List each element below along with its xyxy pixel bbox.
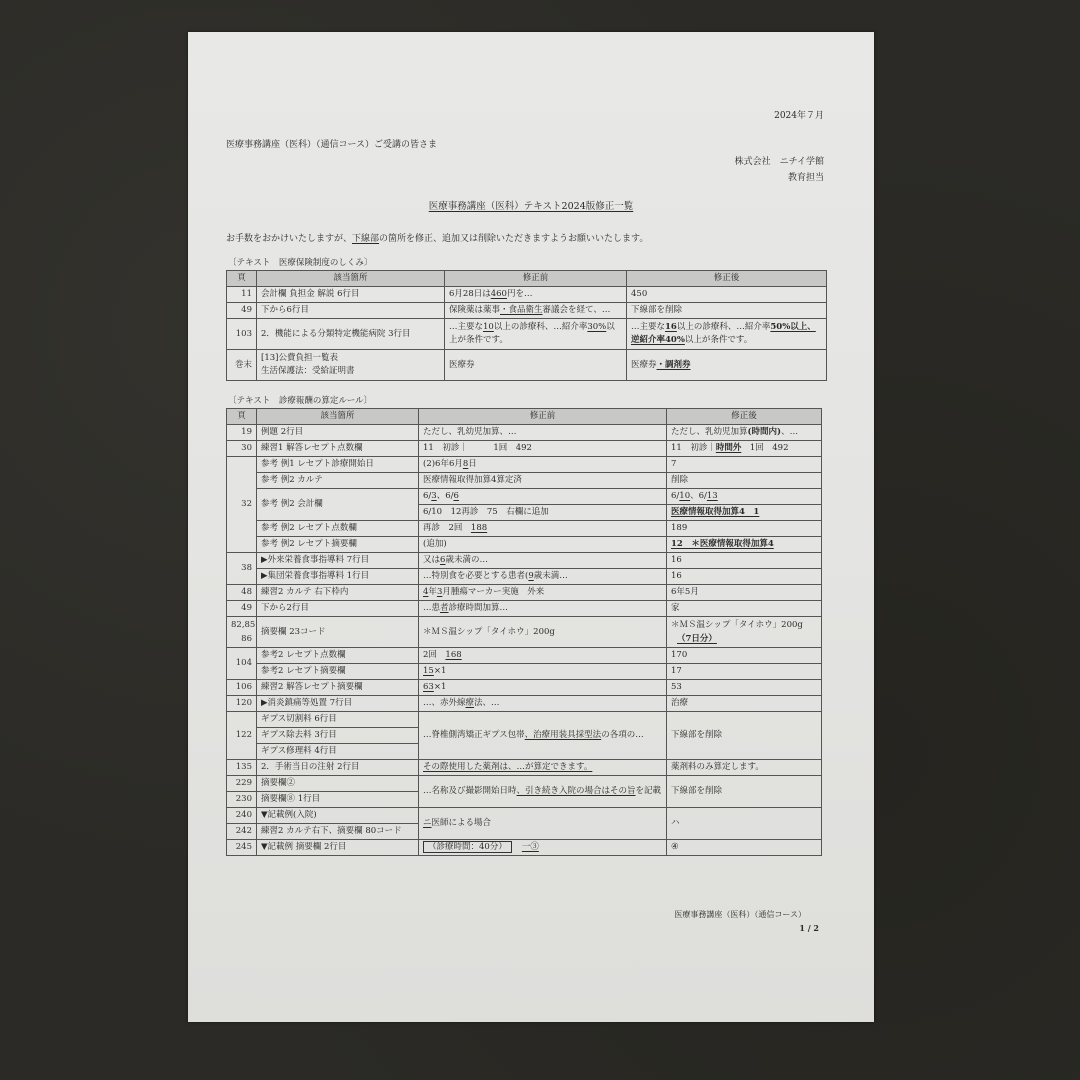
- table-row: 参考 例2 会計欄 6/3、6/6 6/10、6/13: [227, 489, 822, 505]
- table-row: 229 摘要欄② …名称及び撮影開始日時、引き続き入院の場合はその旨を記載 下線部を削除: [227, 776, 822, 792]
- table-row: 参考 例2 レセプト点数欄 再診 2回 188 189: [227, 521, 822, 537]
- table-row: 120 ▶消炎鎮痛等処置 7行目 …、赤外線療法、… 治療: [227, 696, 822, 712]
- table-row: 103 2．機能による分類特定機能病院 3行目 …主要な10以上の診療科、…紹介率30%以上が条件です。 …主要な16以上の診療科、…紹介率50%以上、逆紹介率40%以上が条件です。: [227, 319, 827, 350]
- corrections-table-fee-rules: [226, 408, 822, 856]
- table-row: ギプス除去料 3行目: [227, 728, 822, 744]
- table-header-row: 頁 該当箇所 修正前 修正後: [227, 409, 822, 425]
- company-name: 株式会社 ニチイ学館: [734, 157, 824, 167]
- table-row: 参考 例2 カルテ 医療情報取得加算4算定済 削除: [227, 473, 822, 489]
- table-row: 巻末 [13]公費負担一覧表 生活保護法：受給証明書 医療券 医療券・調剤券: [227, 350, 827, 381]
- table-row: 245 ▼記載例 摘要欄 2行目 （診療時間：40分） 一③ ④: [227, 840, 822, 856]
- corrections-table-insurance: [226, 270, 827, 381]
- table-row: 49 下から2行目 …患者診療時間加算… 家: [227, 601, 822, 617]
- addressee: 医療事務講座（医科）（通信コース）ご受講の皆さま: [226, 140, 438, 150]
- document-title: 医療事務講座（医科）テキスト2024版修正一覧: [428, 201, 634, 212]
- table-row: 11 会計欄 負担金 解説 6行目 6月28日は460円を… 450: [227, 287, 827, 303]
- col-page: 頁: [227, 271, 257, 287]
- table-row: 参考 例2 レセプト摘要欄 (追加) 12 ＊医療情報取得加算4: [227, 537, 822, 553]
- table2-label: 〔テキスト 診療報酬の算定ルール〕: [228, 396, 373, 406]
- table-row: 106 練習2 解答レセプト摘要欄 63×1 53: [227, 680, 822, 696]
- table-row: 48 練習2 カルテ 右下枠内 4年3月腫瘍マーカー実施 外来 6年5月: [227, 585, 822, 601]
- col-location: 該当箇所: [257, 271, 445, 287]
- table-row: 30 練習1 解答レセプト点数欄 11 初診｜ 1回 492 11 初診｜時間外 1回 492: [227, 441, 822, 457]
- table-row: ギプス修理料 4行目: [227, 744, 822, 760]
- table-row: 19 例題 2行目 ただし、乳幼児加算、… ただし、乳幼児加算(時間内)、…: [227, 425, 822, 441]
- table-row: 104 参考2 レセプト点数欄 2回 168 170: [227, 648, 822, 664]
- table1-label: 〔テキスト 医療保険制度のしくみ〕: [228, 258, 373, 268]
- table-row: 参考2 レセプト摘要欄 15×1 17: [227, 664, 822, 680]
- document-date: 2024年７月: [774, 111, 824, 121]
- table-row: 135 2．手術当日の注射 2行目 その際使用した薬剤は、…が算定できます。 薬剤料のみ算定します。: [227, 760, 822, 776]
- table-row: ▶集団栄養食事指導料 1行目 …特別食を必要とする患者(9歳未満… 16: [227, 569, 822, 585]
- department: 教育担当: [787, 173, 824, 183]
- table-row: 38 ▶外来栄養食事指導料 7行目 又は6歳未満の… 16: [227, 553, 822, 569]
- table-row: 82,85 86 摘要欄 23コード ＊ＭＳ温シップ「タイホウ」200g ＊ＭＳ温シップ「タイホウ」200g （7日分）: [227, 617, 822, 648]
- document-page: [188, 32, 874, 1022]
- table-row: 49 下から6行目 保険薬は薬事・食品衛生審議会を経て、… 下線部を削除: [227, 303, 827, 319]
- table-row: 6/10 12再診 75 右欄に追加 医療情報取得加算4 1: [227, 505, 822, 521]
- table-row: 240 ▼記載例(入院) ニ医師による場合 ハ: [227, 808, 822, 824]
- table-row: 122 ギプス切割料 6行目 …脊椎側湾矯正ギプス包帯、治療用装具採型法の各項の… 下線部を削除: [227, 712, 822, 728]
- col-before: 修正前: [445, 271, 627, 287]
- page-number: 1 / 2: [799, 923, 819, 933]
- table-header-row: [227, 271, 827, 287]
- intro-text: お手数をおかけいたしますが、下線部の箇所を修正、追加又は削除いただきますようお願いいたします。: [226, 234, 649, 244]
- table-row: 32 参考 例1 レセプト診療開始日 (2)6年6月8日 7: [227, 457, 822, 473]
- table-row: 230 摘要欄⑧ 1行目: [227, 792, 822, 808]
- col-after: 修正後: [627, 271, 827, 287]
- table-row: 242 練習2 カルテ右下、摘要欄 80コード: [227, 824, 822, 840]
- footer-course: 医療事務講座（医科）（通信コース）: [674, 910, 806, 919]
